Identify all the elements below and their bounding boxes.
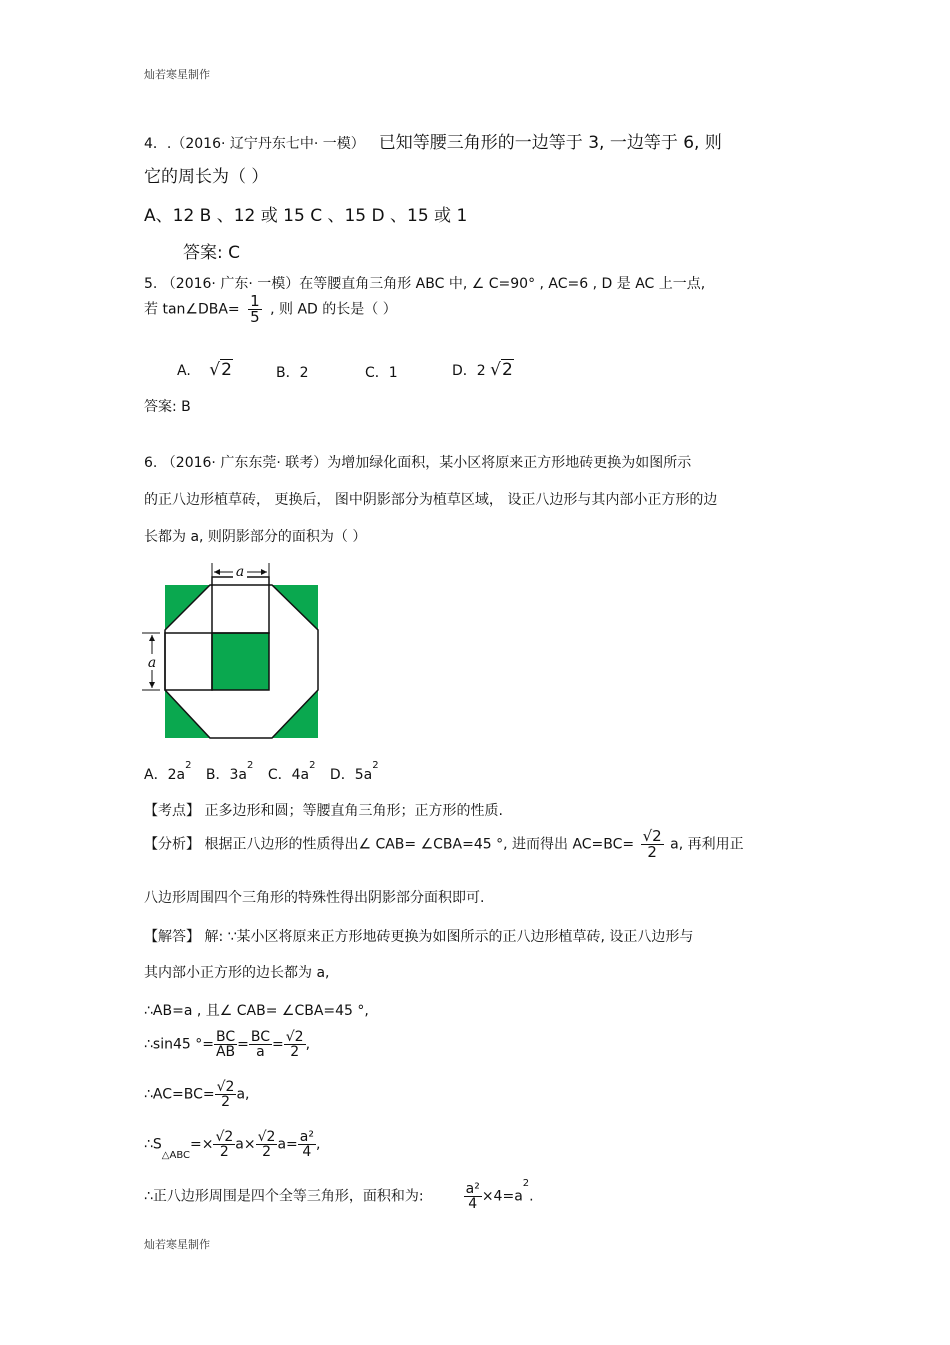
q6-kaodian: 【考点】 正多边形和圆；等腰直角三角形；正方形的性质. bbox=[144, 803, 503, 819]
q6-step2-frac2 bbox=[249, 1030, 272, 1059]
q6-fenxi bbox=[144, 829, 744, 860]
q6-opt-a-label: A．2a bbox=[144, 767, 186, 783]
q6-line3: 长都为 a, 则阴影部分的面积为（ ） bbox=[144, 529, 367, 545]
q6-opt-c-label: C．4a bbox=[267, 767, 310, 783]
frac-den: AB bbox=[215, 1044, 236, 1060]
q5-opt-d bbox=[452, 360, 514, 380]
q6-step4-prefix: ∴S bbox=[144, 1136, 162, 1153]
q6-jieda-line1: 【解答】 解: ∵某小区将原来正方形地砖更换为如图所示的正八边形植草砖, 设正八边形与 bbox=[144, 929, 694, 945]
q5-line2 bbox=[144, 294, 397, 325]
frac-den: 4 bbox=[302, 1144, 312, 1160]
frac-num: √2 bbox=[215, 1129, 234, 1145]
q6-step4-frac3 bbox=[298, 1130, 316, 1159]
q6-step5-exp: 2 bbox=[522, 1178, 530, 1189]
q6-opt-c-exp: 2 bbox=[309, 760, 316, 771]
frac-den: a bbox=[256, 1044, 265, 1060]
q6-fenxi-frac-num: √2 bbox=[642, 827, 662, 845]
q6-fenxi-suffix: a, 再利用正 bbox=[670, 836, 744, 853]
dim-label-top: a bbox=[235, 564, 245, 580]
frac-num: BC bbox=[214, 1030, 237, 1045]
q6-opt-d-label: D．5a bbox=[329, 767, 373, 783]
q6-step5-frac bbox=[464, 1182, 482, 1211]
q5-line2-suffix: , 则 AD 的长是（ ） bbox=[270, 301, 397, 318]
arrow-up-icon bbox=[149, 635, 155, 641]
q6-option-d bbox=[329, 760, 379, 783]
q6-opt-a-exp: 2 bbox=[185, 760, 192, 771]
q6-opt-d-exp: 2 bbox=[372, 760, 379, 771]
q6-step4-mid: a× bbox=[235, 1136, 256, 1153]
q6-step4-mid2: a= bbox=[277, 1136, 298, 1153]
frac-num: a² bbox=[465, 1181, 480, 1197]
q6-fenxi-text: 【分析】 根据正八边形的性质得出∠ CAB= ∠CBA=45 °, 进而得出 AC=BC= bbox=[144, 836, 635, 853]
dim-label-left: a bbox=[147, 655, 157, 671]
q6-step3-suffix: a, bbox=[236, 1086, 250, 1103]
frac-den: 2 bbox=[262, 1144, 271, 1160]
frac-num: √2 bbox=[285, 1029, 304, 1045]
arrow-right-icon bbox=[261, 569, 267, 575]
q6-option-c bbox=[267, 760, 316, 783]
q4-line2: 它的周长为（ ） bbox=[144, 167, 269, 187]
q6-step4-end: , bbox=[315, 1136, 321, 1153]
q6-step3-frac bbox=[215, 1080, 237, 1109]
q6-fenxi-line2: 八边形周围四个三角形的特殊性得出阴影部分面积即可. bbox=[144, 890, 485, 906]
q6-step2: ∴sin45 °= $\frac{BC}{AB}$ = $\frac{BC}{a}$ = $\frac{√2}{2}$ , bbox=[144, 1029, 311, 1060]
q4-answer: 答案: C bbox=[183, 243, 241, 263]
q6-opt-b-label: B．3a bbox=[205, 767, 247, 783]
q6-step5-end: . bbox=[529, 1188, 534, 1205]
frac-num: √2 bbox=[216, 1079, 235, 1095]
frac-num: BC bbox=[250, 1029, 271, 1045]
q5-opt-a-val: 2 bbox=[221, 360, 232, 380]
q6-options bbox=[144, 760, 379, 784]
q6-fenxi-frac-den: 2 bbox=[647, 843, 657, 861]
q5-fraction bbox=[248, 294, 262, 325]
arrow-left-icon bbox=[214, 569, 220, 575]
shaded-center-square bbox=[212, 633, 269, 690]
q5-opt-b: B．2 bbox=[276, 365, 309, 381]
q5-answer: 答案: B bbox=[144, 399, 191, 415]
q5-opt-d-val: 2 bbox=[501, 360, 513, 380]
q6-step4-eq: = bbox=[190, 1136, 202, 1153]
q6-option-a bbox=[144, 760, 192, 783]
sqrt-icon: √2 bbox=[490, 360, 513, 380]
q5-opt-a bbox=[177, 360, 233, 380]
q6-step1: ∴AB=a , 且∠ CAB= ∠CBA=45 °, bbox=[144, 1003, 369, 1019]
octagon-tile-figure bbox=[140, 560, 325, 742]
page-footer: 灿若寒星制作 bbox=[144, 1238, 210, 1251]
q6-step5-suffix: ×4=a bbox=[481, 1188, 523, 1205]
q6-step5 bbox=[144, 1178, 534, 1212]
q5-frac-num: 1 bbox=[250, 292, 260, 310]
frac-den: 2 bbox=[219, 1144, 229, 1160]
q6-step2-frac3 bbox=[284, 1030, 306, 1059]
q6-jieda-line2: 其内部小正方形的边长都为 a, bbox=[144, 965, 330, 981]
q6-step2-frac1 bbox=[214, 1030, 237, 1059]
q5-opt-d-label: D．2 bbox=[452, 363, 486, 379]
q5-tan-text: 若 tan∠DBA= bbox=[144, 301, 240, 318]
q6-line2: 的正八边形植草砖， 更换后， 图中阴影部分为植草区域， 设正八边形与其内部小正方形的边 bbox=[144, 492, 718, 508]
q6-step3-prefix: ∴AC=BC= bbox=[144, 1086, 215, 1103]
q5-opt-c: C．1 bbox=[365, 365, 398, 381]
q6-step4: ∴S△ABC=× $\frac{√2}{2}$ a× $\frac{√2}{2}$ a= $\frac{\text{a²}}{4}$ , bbox=[144, 1129, 321, 1161]
q5-opt-a-label: A. bbox=[177, 363, 191, 379]
q6-step4-frac2 bbox=[256, 1130, 278, 1159]
left-square bbox=[165, 633, 212, 690]
q5-frac-den: 5 bbox=[250, 308, 260, 326]
q4-source: 4．.（2016· 辽宁丹东七中· 一模） bbox=[144, 136, 365, 152]
q6-step3 bbox=[144, 1080, 249, 1109]
sqrt-icon: √2 bbox=[209, 360, 232, 380]
q6-line1: 6. （2016· 广东东莞· 联考）为增加绿化面积，某小区将原来正方形地砖更换为如图所示 bbox=[144, 455, 692, 471]
q6-opt-b-exp: 2 bbox=[247, 760, 254, 771]
q4-options: A、12 B 、12 或 15 C 、15 D 、15 或 1 bbox=[144, 206, 468, 226]
frac-num: a² bbox=[299, 1129, 314, 1145]
q6-fenxi-fraction bbox=[641, 829, 664, 860]
q6-option-b bbox=[205, 760, 254, 783]
frac-den: 2 bbox=[221, 1094, 230, 1110]
arrow-down-icon bbox=[149, 682, 155, 688]
page-header: 灿若寒星制作 bbox=[144, 68, 210, 81]
q6-step4-frac1 bbox=[213, 1130, 235, 1159]
frac-num: √2 bbox=[257, 1129, 276, 1145]
q6-step2-prefix: ∴sin45 °= bbox=[144, 1036, 214, 1053]
q4-line1 bbox=[144, 128, 722, 153]
q4-stem: 已知等腰三角形的一边等于 3, 一边等于 6, 则 bbox=[378, 133, 722, 153]
frac-den: 4 bbox=[468, 1196, 478, 1212]
q6-step4-sub: △ABC bbox=[161, 1150, 190, 1161]
q5-line1: 5. （2016· 广东· 一模）在等腰直角三角形 ABC 中, ∠ C=90° , AC=6 , D 是 AC 上一点, bbox=[144, 276, 706, 292]
q6-step5-prefix: ∴正八边形周围是四个全等三角形，面积和为: bbox=[144, 1188, 424, 1205]
frac-den: 2 bbox=[290, 1044, 300, 1060]
